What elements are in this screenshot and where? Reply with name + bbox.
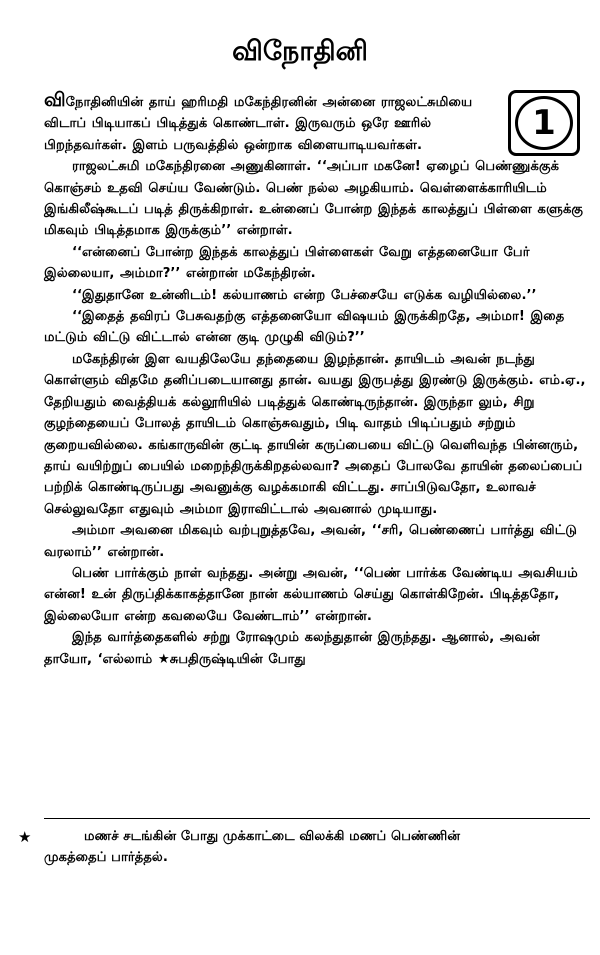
drop-cap: வி [44,89,66,111]
paragraph-1-text: நோதினியின் தாய் ஹரிமதி மகேந்திரனின் அன்னை ராஜலட்சுமியை விடாப் பிடியாகப் பிடித்துக் கொண்டாள். இருவரும் ஒரே ஊரில் பிறந்தவர்கள். இளம் பருவத்தில் ஒன்றாக விளையாடியவர்கள். [44,95,473,153]
footnote-line-2: முகத்தைப் பார்த்தல். [44,850,168,865]
footnote-line-1: மணச் சடங்கின் போது முக்காட்டை விலக்கி மணப் பெண்ணின் [84,829,461,844]
chapter-number: 1 [515,96,573,150]
paragraph-3: ‘‘என்னைப் போன்ற இந்தக் காலத்துப் பிள்ளைகள் வேறு எத்தனையோ பேர் இல்லையா, அம்மா?’’ என்றான் மகேந்திரன். [44,244,530,282]
footnote [44,826,588,868]
footnote-star-icon: ★ [18,828,32,846]
chapter-title: விநோதினி [232,36,368,67]
footnote-divider [44,818,590,819]
paragraph-4: ‘‘இதுதானே உன்னிடம்! கல்யாணம் என்ற பேச்சையே எடுக்க வழியில்லை.’’ [72,287,537,303]
paragraph-6: மகேந்திரன் இள வயதிலேயே தந்தையை இழந்தான். தாயிடம் அவன் நடந்து கொள்ளும் விதமே தனிப்படையானது தான். வயது இருபத்து இரண்டு இருக்கும். எம்.ஏ., தேறியதும் வைத்தியக் கல்லூரியில் படித்துக் கொண்டிருந்தான். இருந்தா லும், சிறு குழந்தையைப் போலத் தாயிடம் கொஞ்சுவதும், பிடி வாதம் பிடிப்பதும் சற்றும் குறையவில்லை. கங்காருவின் குட்டி தாயின் கருப்பையை விட்டு வெளிவந்த பின்னரும், தாய் வயிற்றுப் பையில் மறைந்திருக்கிறதல்லவா? அதைப் போலவே தாயின் தலைப்பைப் பற்றிக் கொண்டிருப்பது அவனுக்கு வழக்கமாகி விட்டது. சாப்பிடுவதோ, உலாவச் செல்லுவதோ எதுவும் அம்மா இராவிட்டால் அவனால் முடியாது. [44,351,586,517]
paragraph-9: இந்த வார்த்தைகளில் சற்று ரோஷமும் கலந்துதான் இருந்தது. ஆனால், அவன் தாயோ, ‘எல்லாம் ★சுபதிருஷ்டியின் போது [44,630,540,667]
story-text [44,90,588,670]
paragraph-1 [44,90,588,156]
paragraph-7: அம்மா அவனை மிகவும் வற்புறுத்தவே, அவன், ‘‘சரி, பெண்ணைப் பார்த்து விட்டு வரலாம்’’ என்றான். [44,523,578,560]
paragraph-5: ‘‘இதைத் தவிரப் பேசுவதற்கு எத்தனையோ விஷயம் இருக்கிறதே, அம்மா! இதை மட்டும் விட்டு விட்டால் என்ன குடி முழுகி விடும்?’’ [44,309,565,346]
paragraph-2: ராஜலட்சுமி மகேந்திரனை அணுகினாள். ‘‘அப்பா மகனே! ஏழைப் பெண்ணுக்குக் கொஞ்சம் உதவி செய்ய வேண்டும். பெண் நல்ல அழகியாம். வெள்ளைக்காரியிடம் இங்கிலீஷ்கூடப் படித் திருக்கிறாள். உன்னைப் போன்ற இந்தக் காலத்துப் பிள்ளை களுக்கு மிகவும் பிடித்தமாக இருக்கும்’’ என்றாள். [44,159,584,239]
paragraph-8: பெண் பார்க்கும் நாள் வந்தது. அன்று அவன், ‘‘பெண் பார்க்க வேண்டிய அவசியம் என்ன! உன் திருப்திக்காகத்தானே நான் கல்யாணம் செய்து கொள்கிறேன். பிடித்ததோ, இல்லையோ என்ற கவலையே வேண்டாம்’’ என்றான். [44,565,578,624]
